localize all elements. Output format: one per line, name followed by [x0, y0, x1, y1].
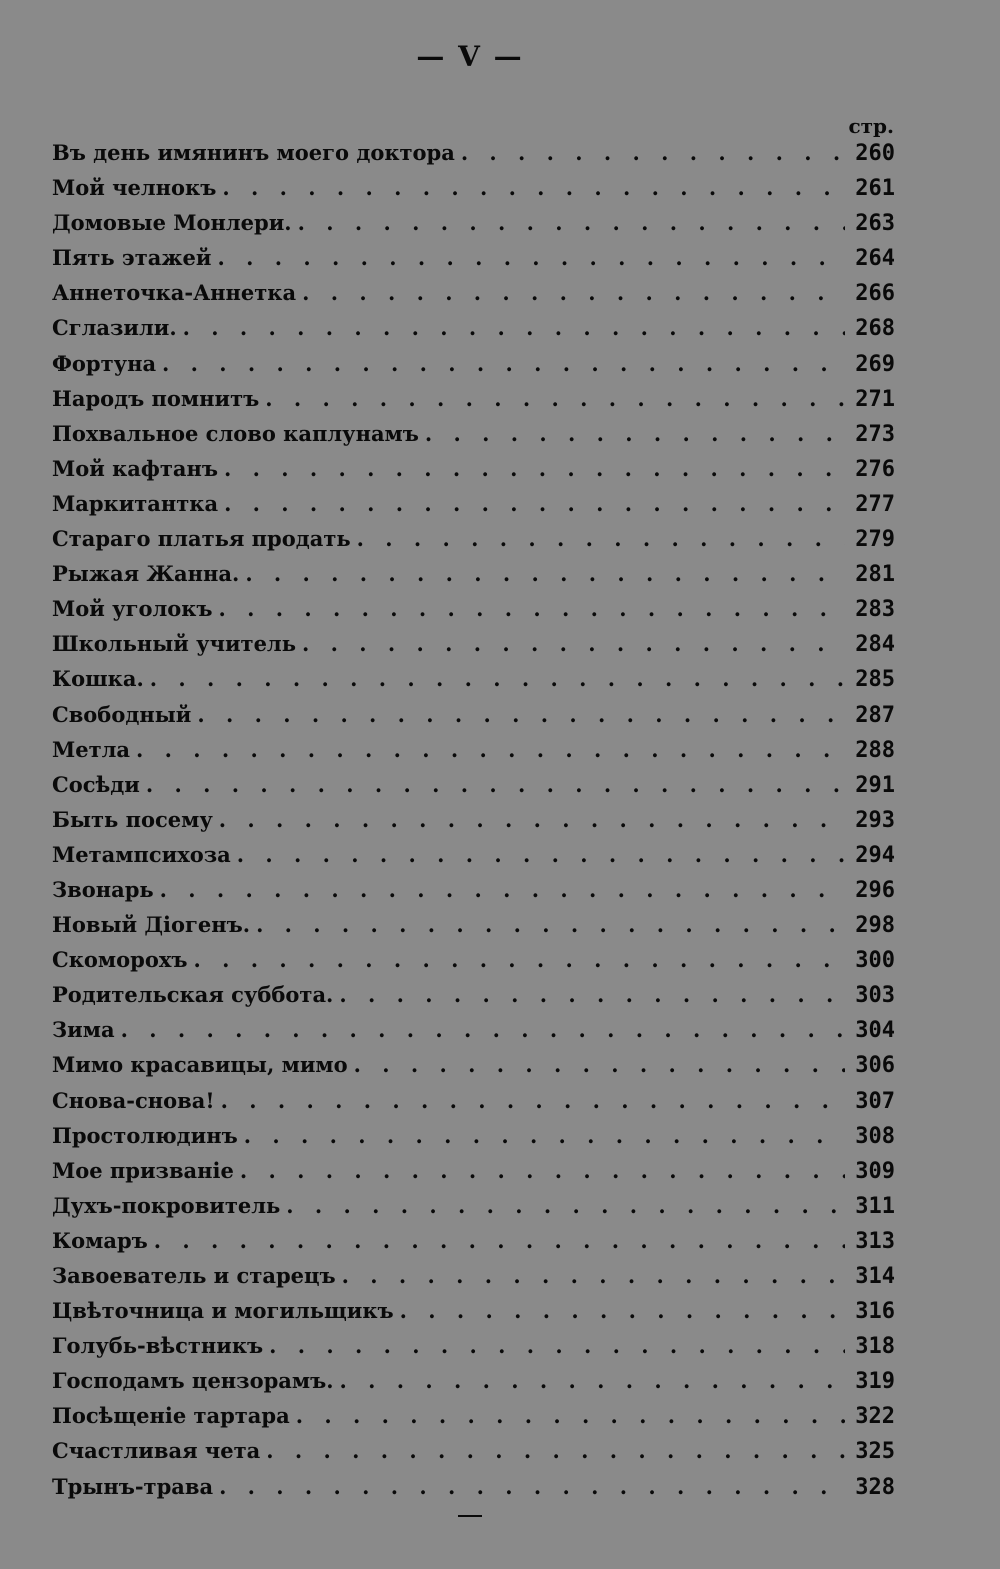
toc-entry: [52, 521, 895, 556]
toc-entry-page: 300: [855, 948, 895, 974]
toc-entry-page: 306: [855, 1053, 895, 1079]
toc-entry-page: 322: [855, 1404, 895, 1430]
dot-leader: [217, 240, 845, 275]
dot-leader: [269, 1328, 845, 1363]
toc-entry-title: Мой кафтанъ: [52, 455, 218, 481]
dot-leader: [425, 416, 845, 451]
toc-entry-title: Снова-снова!: [52, 1087, 215, 1113]
dot-leader: [342, 1258, 845, 1293]
toc-entry-title: Звонарь: [52, 876, 154, 902]
dot-leader: [160, 872, 845, 907]
toc-entry-page: 303: [855, 983, 895, 1009]
toc-entry-title: Мой челнокъ: [52, 175, 217, 201]
dot-leader: [265, 381, 845, 416]
toc-entry: [52, 837, 895, 872]
toc-entry: [52, 451, 895, 486]
table-of-contents: [52, 135, 895, 1504]
toc-entry-page: 309: [855, 1158, 895, 1184]
dot-leader: [183, 310, 845, 345]
toc-entry-title: Рыжая Жанна.: [52, 561, 240, 587]
dot-leader: [219, 1469, 845, 1504]
dot-leader: [154, 1223, 845, 1258]
toc-entry-page: 268: [855, 316, 895, 342]
toc-entry-title: Метампсихоза: [52, 841, 231, 867]
toc-entry-page: 284: [855, 632, 895, 658]
toc-entry: [52, 661, 895, 696]
toc-entry-title: Сосѣди: [52, 771, 140, 797]
toc-entry-page: 266: [855, 281, 895, 307]
toc-entry: [52, 1328, 895, 1363]
dot-leader: [222, 170, 845, 205]
toc-entry-page: 279: [855, 527, 895, 553]
dot-leader: [266, 1433, 845, 1468]
dot-leader: [136, 732, 845, 767]
toc-entry: [52, 942, 895, 977]
toc-entry-title: Пять этажей: [52, 245, 212, 271]
toc-entry-page: 311: [855, 1193, 895, 1219]
toc-entry: [52, 1223, 895, 1258]
dot-leader: [219, 591, 845, 626]
toc-entry-title: Мимо красавицы, мимо: [52, 1052, 348, 1078]
dot-leader: [219, 802, 845, 837]
toc-entry-page: 277: [855, 491, 895, 517]
dot-leader: [224, 451, 845, 486]
dot-leader: [150, 661, 845, 696]
dot-leader: [193, 942, 845, 977]
toc-entry-page: 276: [855, 456, 895, 482]
toc-entry-page: 291: [855, 772, 895, 798]
toc-entry-page: 308: [855, 1123, 895, 1149]
toc-entry-page: 319: [855, 1369, 895, 1395]
page-number: — V —: [416, 40, 524, 73]
toc-entry-title: Зима: [52, 1017, 115, 1043]
dot-leader: [256, 907, 845, 942]
toc-entry: [52, 381, 895, 416]
toc-entry-title: Похвальное слово каплунамъ: [52, 420, 419, 446]
toc-entry: [52, 205, 895, 240]
dot-leader: [244, 1118, 845, 1153]
toc-entry: [52, 240, 895, 275]
toc-entry-page: 298: [855, 913, 895, 939]
dot-leader: [354, 1047, 845, 1082]
toc-entry: [52, 907, 895, 942]
toc-entry: [52, 275, 895, 310]
toc-entry: [52, 1188, 895, 1223]
toc-entry-page: 293: [855, 807, 895, 833]
toc-entry-page: 283: [855, 597, 895, 623]
toc-entry-title: Въ день имянинъ моего доктора: [52, 140, 455, 165]
dot-leader: [221, 1083, 845, 1118]
toc-entry: [52, 1293, 895, 1328]
toc-entry-title: Кошка.: [52, 666, 144, 692]
toc-entry-title: Сглазили.: [52, 315, 177, 341]
toc-entry-title: Господамъ цензорамъ.: [52, 1368, 334, 1394]
toc-entry: [52, 416, 895, 451]
dot-leader: [461, 135, 845, 170]
toc-entry-page: 325: [855, 1439, 895, 1465]
toc-entry-title: Скоморохъ: [52, 947, 188, 973]
toc-entry-title: Домовые Монлери.: [52, 210, 292, 236]
toc-entry: [52, 310, 895, 345]
toc-entry-page: 313: [855, 1228, 895, 1254]
toc-entry-title: Мой уголокъ: [52, 596, 213, 622]
toc-entry-page: 296: [855, 877, 895, 903]
dot-leader: [237, 837, 845, 872]
toc-entry: [52, 591, 895, 626]
toc-entry-page: 316: [855, 1299, 895, 1325]
dot-leader: [357, 521, 845, 556]
toc-entry-page: 281: [855, 562, 895, 588]
toc-entry: [52, 872, 895, 907]
toc-entry-title: Фортуна: [52, 350, 157, 376]
toc-entry-page: 307: [855, 1088, 895, 1114]
page-column-label: стр.: [848, 114, 894, 138]
toc-entry-page: 269: [855, 351, 895, 377]
toc-entry-title: Голубь-вѣстникъ: [52, 1333, 264, 1359]
dot-leader: [245, 556, 845, 591]
toc-entry: [52, 977, 895, 1012]
toc-entry-page: 285: [855, 667, 895, 693]
toc-entry-title: Народъ помнитъ: [52, 385, 260, 411]
toc-entry-page: 287: [855, 702, 895, 728]
toc-entry-page: 294: [855, 842, 895, 868]
dot-leader: [400, 1293, 845, 1328]
toc-entry: [52, 1258, 895, 1293]
dot-leader: [339, 977, 845, 1012]
dot-leader: [298, 205, 845, 240]
dot-leader: [340, 1363, 845, 1398]
toc-entry-title: Завоеватель и старецъ: [52, 1263, 336, 1288]
dot-leader: [296, 1398, 845, 1433]
toc-entry-title: Мое призваніе: [52, 1157, 234, 1183]
toc-entry: [52, 767, 895, 802]
toc-entry-page: 263: [855, 211, 895, 237]
dot-leader: [302, 275, 845, 310]
toc-entry-title: Школьный учитель: [52, 631, 296, 657]
toc-entry-title: Трынъ-трава: [52, 1473, 214, 1499]
toc-entry-title: Аннеточка-Аннетка: [52, 280, 297, 306]
toc-entry: [52, 1047, 895, 1082]
toc-entry-title: Счастливая чета: [52, 1438, 261, 1464]
footer-rule: [458, 1515, 482, 1517]
toc-entry-page: 273: [855, 421, 895, 447]
toc-entry: [52, 556, 895, 591]
toc-entry: [52, 732, 895, 767]
toc-entry: [52, 135, 895, 170]
toc-entry-title: Новый Діогенъ.: [52, 912, 251, 938]
toc-entry: [52, 1398, 895, 1433]
toc-entry-page: 261: [855, 176, 895, 202]
dot-leader: [197, 697, 845, 732]
dot-leader: [121, 1012, 845, 1047]
dot-leader: [286, 1188, 845, 1223]
toc-entry: [52, 170, 895, 205]
toc-entry-title: Стараго платья продать: [52, 526, 351, 552]
toc-entry: [52, 1012, 895, 1047]
toc-entry-title: Духъ-покровитель: [52, 1192, 281, 1218]
toc-entry: [52, 1153, 895, 1188]
toc-entry-title: Посѣщеніе тартара: [52, 1403, 290, 1429]
toc-entry-page: 328: [855, 1474, 895, 1500]
toc-entry-title: Свободный: [52, 701, 192, 727]
toc-entry-page: 304: [855, 1018, 895, 1044]
toc-entry: [52, 346, 895, 381]
toc-entry-page: 271: [855, 386, 895, 412]
toc-entry-page: 314: [855, 1264, 895, 1289]
toc-entry-page: 318: [855, 1334, 895, 1360]
toc-entry: [52, 1118, 895, 1153]
dot-leader: [162, 346, 845, 381]
toc-entry: [52, 1433, 895, 1468]
dot-leader: [302, 626, 845, 661]
toc-entry: [52, 626, 895, 661]
toc-entry-title: Простолюдинъ: [52, 1122, 238, 1148]
toc-entry-title: Быть посему: [52, 806, 213, 832]
toc-entry: [52, 802, 895, 837]
toc-entry: [52, 486, 895, 521]
dot-leader: [146, 767, 845, 802]
toc-entry-title: Цвѣточница и могильщикъ: [52, 1298, 394, 1324]
toc-entry-page: 264: [855, 246, 895, 272]
toc-entry: [52, 1363, 895, 1398]
toc-entry-title: Комаръ: [52, 1227, 148, 1253]
toc-entry: [52, 697, 895, 732]
toc-entry-title: Родительская суббота.: [52, 982, 334, 1008]
toc-entry-title: Метла: [52, 736, 131, 762]
dot-leader: [224, 486, 845, 521]
toc-entry-title: Маркитантка: [52, 490, 219, 516]
toc-entry-page: 260: [855, 141, 895, 166]
dot-leader: [240, 1153, 845, 1188]
toc-entry: [52, 1469, 895, 1504]
toc-entry-page: 288: [855, 737, 895, 763]
toc-entry: [52, 1083, 895, 1118]
